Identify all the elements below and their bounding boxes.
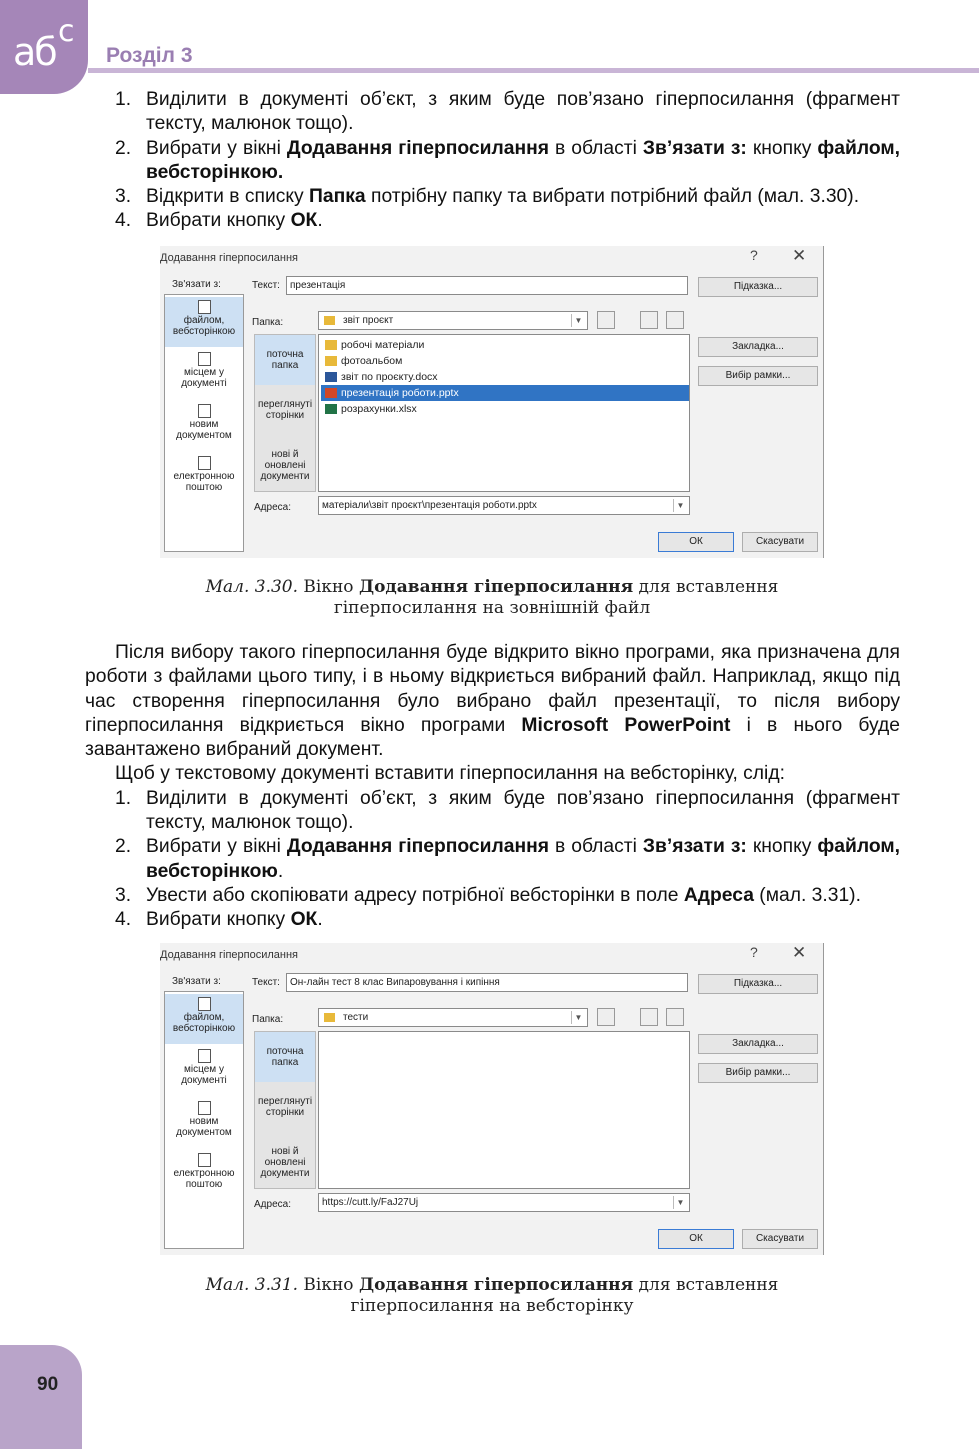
link-option-2[interactable] [165,1098,243,1148]
caption-line2: гіперпосилання на вебсторінку [350,1296,634,1316]
link-option-icon [198,1153,211,1167]
text-label: Текст: [252,280,280,291]
list-number: 1. [115,89,132,110]
caption-bold: Додавання гіперпосилання [358,577,634,597]
logo-ab: аб [13,30,56,74]
bookmark-button[interactable]: Закладка... [698,1034,818,1054]
frame-button[interactable]: Вибір рамки... [698,366,818,386]
list-item [85,884,900,908]
dialog-title: Додавання гіперпосилання [160,949,298,961]
help-icon[interactable]: ? [750,944,758,960]
body-block [85,641,900,933]
ppt-icon [325,388,337,398]
cancel-button[interactable]: Скасувати [742,532,818,552]
folder-select[interactable] [318,1008,588,1027]
list-text: в області [549,137,643,159]
chevron-down-icon[interactable]: ▼ [571,314,585,327]
address-input[interactable] [318,496,690,515]
link-option-2[interactable] [165,401,243,451]
link-option-0[interactable] [165,297,243,347]
look-in-option-0[interactable] [255,1032,315,1082]
folder-value: тести [343,1012,369,1023]
file-item[interactable] [321,401,689,417]
bold-term: Зв’язати з: [642,137,747,159]
list-item [85,835,900,884]
list-item [85,908,900,932]
list-text: . [277,860,284,882]
look-in-label: переглянуті сторінки [257,1096,313,1118]
list-text: . [317,210,323,232]
link-option-label: місцем у документі [181,367,227,389]
instruction-list-1 [85,88,900,234]
file-list[interactable] [318,1031,690,1189]
link-option-icon [198,300,211,314]
look-in-panel [254,1031,316,1189]
cancel-button[interactable]: Скасувати [742,1229,818,1249]
text-label: Текст: [252,977,280,988]
file-item[interactable] [321,337,689,353]
chevron-down-icon[interactable]: ▼ [673,499,687,512]
link-option-icon [198,456,211,470]
ok-button[interactable]: ОК [658,1229,734,1249]
browse-web-icon[interactable] [640,1008,658,1026]
browse-web-icon[interactable] [640,311,658,329]
look-in-label: нові й оновлені документи [260,449,310,482]
list-text: в області [549,836,643,858]
link-to-label: Зв'язати з: [172,976,221,987]
hyperlink-dialog-web [160,943,824,1255]
folder-label: Папка: [252,317,284,328]
list-text: Вибрати кнопку [146,909,291,931]
para-text: Після вибору такого гіперпосилання буде відкрито вікно програми, яка призначена для роботи з файлами цього типу, і в ньому відкриється вибраний файл. Наприклад, якщо під час створення гіперпосилання було вибрано файл презентації, то після вибору гіперпосилання відкриється вікно програми [85,642,900,736]
caption-text: Вікно [298,577,359,597]
folder-icon [325,340,337,350]
file-item[interactable] [321,369,689,385]
close-icon[interactable]: ✕ [792,246,807,265]
link-option-icon [198,1049,211,1063]
link-option-icon [198,352,211,366]
look-in-label: переглянуті сторінки [257,399,313,421]
list-text: Вибрати кнопку [146,210,291,232]
para-bold: Microsoft PowerPoint [521,714,731,736]
link-to-panel [164,294,244,552]
section-title: Розділ 3 [106,44,193,67]
address-value: https://cutt.ly/FaJ27Uj [322,1197,419,1208]
link-option-1[interactable] [165,1046,243,1096]
list-text: Увести або скопіювати адресу потрібної вебсторінки в поле [146,884,684,906]
file-name: фотоальбом [341,355,403,367]
paragraph-2: Щоб у текстовому документі вставити гіперпосилання на вебсторінку, слід: [115,763,785,785]
chevron-down-icon[interactable]: ▼ [673,1196,687,1209]
list-text: кнопку [746,836,818,858]
caption-number: Мал. 3.31. [205,1275,299,1295]
list-text: . [317,909,323,931]
list-number: 3. [115,186,132,208]
up-folder-icon[interactable] [597,311,615,329]
hint-button[interactable]: Підказка... [698,974,818,994]
link-option-3[interactable] [165,1150,243,1200]
frame-button[interactable]: Вибір рамки... [698,1063,818,1083]
caption-number: Мал. 3.30. [205,577,299,597]
link-to-label: Зв'язати з: [172,279,221,290]
caption-line2: гіперпосилання на зовнішній файл [333,598,651,618]
caption-3-30 [160,577,824,619]
bold-term: ОК [290,210,318,232]
bold-term: Зв’язати з: [642,836,747,858]
list-text: (мал. 3.31). [753,884,861,906]
page-number-tab [0,1345,82,1449]
address-label: Адреса: [254,1199,291,1210]
link-option-label: файлом, вебсторінкою [172,315,236,337]
list-text: Вибрати у вікні [146,836,287,858]
list-item [85,137,900,186]
bold-term: файлом, вебсторінкою. [146,137,900,183]
list-text: Вибрати у вікні [146,137,287,159]
link-option-label: новим документом [176,1116,232,1138]
list-item [85,209,900,233]
link-option-3[interactable] [165,453,243,503]
caption-text: для вставлення [633,1275,779,1295]
list-item [85,88,900,137]
page-number: 90 [37,1374,59,1395]
caption-bold: Додавання гіперпосилання [358,1275,634,1295]
link-option-0[interactable] [165,994,243,1044]
help-icon[interactable]: ? [750,247,758,263]
link-option-label: електронною поштою [173,471,235,493]
address-value: матеріали\звіт проєкт\презентація роботи.pptx [322,500,537,511]
para-text: і в нього буде завантажено вибраний документ. [85,714,900,761]
caption-text: для вставлення [633,577,779,597]
bold-term: Додавання гіперпосилання [286,836,550,858]
caption-3-31 [160,1275,824,1317]
excel-icon [325,404,337,414]
look-in-label: поточна папка [266,1046,304,1068]
link-option-label: файлом, вебсторінкою [172,1012,236,1034]
file-item[interactable] [321,353,689,369]
look-in-panel [254,334,316,492]
look-in-option-1[interactable] [255,395,315,435]
folder-value: звіт проєкт [343,315,394,326]
list-number: 2. [115,137,132,159]
bold-term: файлом, вебсторінкою [146,836,900,882]
file-list[interactable] [318,334,690,492]
hyperlink-dialog-file [160,246,824,558]
text-input[interactable]: Он-лайн тест 8 клас Випаровування і кипіння [286,973,688,992]
link-option-icon [198,1101,211,1115]
list-number: 1. [115,787,132,809]
folder-label: Папка: [252,1014,284,1025]
folder-icon [324,1013,335,1022]
list-number: 3. [115,884,132,906]
list-item [85,787,900,836]
look-in-label: поточна папка [266,349,304,371]
list-text: Відкрити в списку [146,186,310,208]
folder-icon [325,356,337,366]
up-folder-icon[interactable] [597,1008,615,1026]
file-name: робочі матеріали [341,339,425,351]
header-rule [88,68,979,73]
paragraph-1 [85,641,900,762]
list-text: потрібну папку та вибрати потрібний файл (мал. 3.30). [365,186,860,208]
logo-c: с [58,14,75,49]
bold-term: Папка [309,186,366,208]
look-in-option-2[interactable] [255,445,315,485]
file-item[interactable] [321,385,689,401]
address-input[interactable] [318,1193,690,1212]
list-text: Виділити в документі об’єкт, з яким буде пов’язано гіперпосилання (фрагмент тексту, малюнок тощо). [146,89,900,135]
link-option-1[interactable] [165,349,243,399]
bookmark-button[interactable]: Закладка... [698,337,818,357]
list-text: Виділити в документі об’єкт, з яким буде пов’язано гіперпосилання (фрагмент тексту, малюнок тощо). [146,787,900,834]
browse-file-icon[interactable] [666,1008,684,1026]
close-icon[interactable]: ✕ [792,943,807,962]
browse-file-icon[interactable] [666,311,684,329]
dialog-title: Додавання гіперпосилання [160,252,298,264]
look-in-label: нові й оновлені документи [260,1146,310,1179]
file-name: презентація роботи.pptx [341,387,459,399]
link-option-icon [198,997,211,1011]
link-option-icon [198,404,211,418]
list-1-block [85,88,900,234]
ok-button[interactable]: ОК [658,532,734,552]
list-number: 4. [115,909,132,931]
hint-button[interactable]: Підказка... [698,277,818,297]
bold-term: Адреса [683,884,754,906]
caption-text: Вікно [298,1275,359,1295]
folder-select[interactable] [318,311,588,330]
list-item [85,185,900,209]
address-label: Адреса: [254,502,291,513]
link-option-label: електронною поштою [173,1168,235,1190]
bold-term: Додавання гіперпосилання [286,137,550,159]
look-in-option-1[interactable] [255,1092,315,1132]
link-option-label: місцем у документі [181,1064,227,1086]
list-number: 4. [115,210,132,232]
word-icon [325,372,337,382]
look-in-option-2[interactable] [255,1142,315,1182]
link-option-label: новим документом [176,419,232,441]
file-name: розрахунки.xlsx [341,403,417,415]
chevron-down-icon[interactable]: ▼ [571,1011,585,1024]
list-text: кнопку [746,137,818,159]
chapter-tab [0,0,88,94]
file-name: звіт по проєкту.docx [341,371,438,383]
folder-icon [324,316,335,325]
instruction-list-2 [85,787,900,933]
list-number: 2. [115,836,132,858]
bold-term: ОК [290,909,318,931]
look-in-option-0[interactable] [255,335,315,385]
link-to-panel [164,991,244,1249]
text-input[interactable]: презентація [286,276,688,295]
